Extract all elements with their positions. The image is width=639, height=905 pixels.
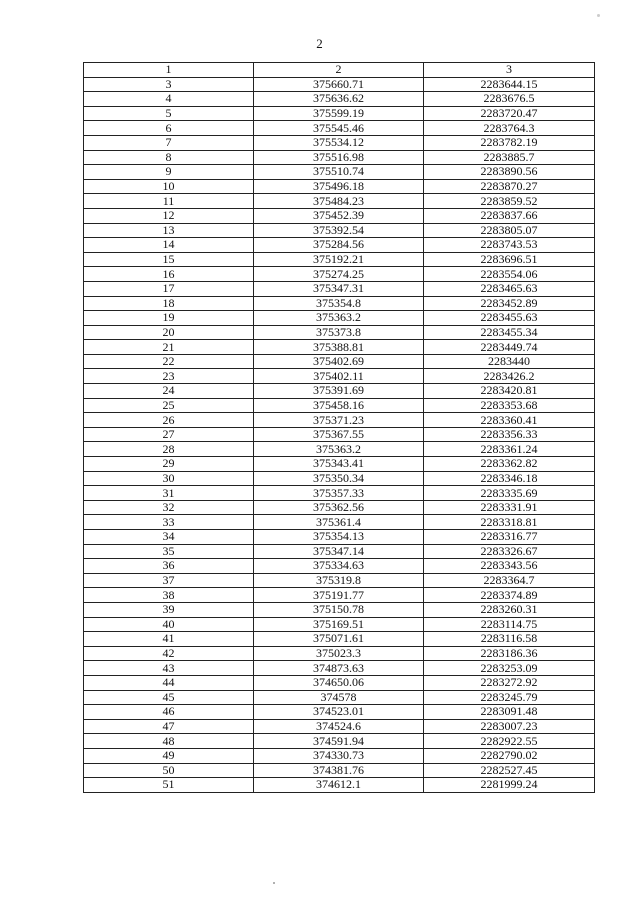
- y-coordinate-cell: 2283890.56: [424, 165, 595, 180]
- table-row: [84, 427, 595, 442]
- point-number-cell: 15: [84, 252, 254, 267]
- point-number-cell: 29: [84, 457, 254, 472]
- y-coordinate-cell: 2282790.02: [424, 748, 595, 763]
- table-row: [84, 646, 595, 661]
- table-row: [84, 602, 595, 617]
- y-coordinate-cell: 2283426.2: [424, 369, 595, 384]
- y-coordinate-cell: 2281999.24: [424, 778, 595, 793]
- table-row: [84, 252, 595, 267]
- header-cell-col1: 1: [84, 63, 254, 78]
- y-coordinate-cell: 2283440: [424, 354, 595, 369]
- table-row: [84, 384, 595, 399]
- table-row: [84, 194, 595, 209]
- x-coordinate-cell: 375496.18: [254, 179, 424, 194]
- y-coordinate-cell: 2283885.7: [424, 150, 595, 165]
- x-coordinate-cell: 375319.8: [254, 573, 424, 588]
- point-number-cell: 19: [84, 311, 254, 326]
- coordinates-table-body: [84, 63, 595, 793]
- point-number-cell: 20: [84, 325, 254, 340]
- table-row: [84, 281, 595, 296]
- x-coordinate-cell: 375357.33: [254, 486, 424, 501]
- table-row: [84, 106, 595, 121]
- x-coordinate-cell: 375599.19: [254, 106, 424, 121]
- table-row: [84, 442, 595, 457]
- x-coordinate-cell: 374591.94: [254, 734, 424, 749]
- point-number-cell: 41: [84, 632, 254, 647]
- point-number-cell: 21: [84, 340, 254, 355]
- y-coordinate-cell: 2283364.7: [424, 573, 595, 588]
- x-coordinate-cell: 375347.14: [254, 544, 424, 559]
- x-coordinate-cell: 375150.78: [254, 602, 424, 617]
- table-row: [84, 77, 595, 92]
- table-row: [84, 179, 595, 194]
- table-row: [84, 325, 595, 340]
- table-row: [84, 690, 595, 705]
- y-coordinate-cell: 2283253.09: [424, 661, 595, 676]
- table-row: [84, 705, 595, 720]
- x-coordinate-cell: 375354.13: [254, 530, 424, 545]
- point-number-cell: 40: [84, 617, 254, 632]
- table-row: [84, 121, 595, 136]
- x-coordinate-cell: 375402.11: [254, 369, 424, 384]
- x-coordinate-cell: 375452.39: [254, 208, 424, 223]
- table-row: [84, 734, 595, 749]
- x-coordinate-cell: 375660.71: [254, 77, 424, 92]
- point-number-cell: 34: [84, 530, 254, 545]
- y-coordinate-cell: 2283676.5: [424, 92, 595, 107]
- x-coordinate-cell: 375458.16: [254, 398, 424, 413]
- table-row: [84, 223, 595, 238]
- table-row: [84, 369, 595, 384]
- x-coordinate-cell: 375516.98: [254, 150, 424, 165]
- point-number-cell: 42: [84, 646, 254, 661]
- table-row: [84, 457, 595, 472]
- y-coordinate-cell: 2283449.74: [424, 340, 595, 355]
- point-number-cell: 37: [84, 573, 254, 588]
- point-number-cell: 38: [84, 588, 254, 603]
- point-number-cell: 18: [84, 296, 254, 311]
- x-coordinate-cell: 375362.56: [254, 500, 424, 515]
- y-coordinate-cell: 2283452.89: [424, 296, 595, 311]
- point-number-cell: 48: [84, 734, 254, 749]
- y-coordinate-cell: 2283362.82: [424, 457, 595, 472]
- x-coordinate-cell: 375023.3: [254, 646, 424, 661]
- y-coordinate-cell: 2283272.92: [424, 675, 595, 690]
- scan-dot: [273, 882, 275, 884]
- x-coordinate-cell: 375343.41: [254, 457, 424, 472]
- y-coordinate-cell: 2282527.45: [424, 763, 595, 778]
- point-number-cell: 51: [84, 778, 254, 793]
- y-coordinate-cell: 2283007.23: [424, 719, 595, 734]
- y-coordinate-cell: 2283245.79: [424, 690, 595, 705]
- coordinates-table: [83, 62, 595, 793]
- x-coordinate-cell: 375373.8: [254, 325, 424, 340]
- y-coordinate-cell: 2283343.56: [424, 559, 595, 574]
- y-coordinate-cell: 2283870.27: [424, 179, 595, 194]
- point-number-cell: 31: [84, 486, 254, 501]
- x-coordinate-cell: 375363.2: [254, 311, 424, 326]
- y-coordinate-cell: 2283318.81: [424, 515, 595, 530]
- table-row: [84, 588, 595, 603]
- table-row: [84, 719, 595, 734]
- table-row: [84, 238, 595, 253]
- y-coordinate-cell: 2283316.77: [424, 530, 595, 545]
- x-coordinate-cell: 375545.46: [254, 121, 424, 136]
- point-number-cell: 49: [84, 748, 254, 763]
- y-coordinate-cell: 2283360.41: [424, 413, 595, 428]
- y-coordinate-cell: 2283374.89: [424, 588, 595, 603]
- point-number-cell: 25: [84, 398, 254, 413]
- point-number-cell: 12: [84, 208, 254, 223]
- point-number-cell: 24: [84, 384, 254, 399]
- table-row: [84, 617, 595, 632]
- table-row: [84, 413, 595, 428]
- point-number-cell: 10: [84, 179, 254, 194]
- x-coordinate-cell: 375363.2: [254, 442, 424, 457]
- table-row: [84, 165, 595, 180]
- x-coordinate-cell: 375367.55: [254, 427, 424, 442]
- point-number-cell: 28: [84, 442, 254, 457]
- table-row: [84, 500, 595, 515]
- header-cell-col3: 3: [424, 63, 595, 78]
- y-coordinate-cell: 2283346.18: [424, 471, 595, 486]
- x-coordinate-cell: 375361.4: [254, 515, 424, 530]
- y-coordinate-cell: 2283720.47: [424, 106, 595, 121]
- x-coordinate-cell: 374381.76: [254, 763, 424, 778]
- point-number-cell: 7: [84, 135, 254, 150]
- table-row: [84, 573, 595, 588]
- x-coordinate-cell: 375192.21: [254, 252, 424, 267]
- table-row: [84, 661, 595, 676]
- x-coordinate-cell: 375510.74: [254, 165, 424, 180]
- table-row: [84, 486, 595, 501]
- y-coordinate-cell: 2283114.75: [424, 617, 595, 632]
- point-number-cell: 46: [84, 705, 254, 720]
- point-number-cell: 11: [84, 194, 254, 209]
- table-row: [84, 296, 595, 311]
- point-number-cell: 44: [84, 675, 254, 690]
- y-coordinate-cell: 2283782.19: [424, 135, 595, 150]
- x-coordinate-cell: 375334.63: [254, 559, 424, 574]
- y-coordinate-cell: 2283356.33: [424, 427, 595, 442]
- table-row: [84, 92, 595, 107]
- table-row: [84, 471, 595, 486]
- table-row: [84, 398, 595, 413]
- x-coordinate-cell: 375391.69: [254, 384, 424, 399]
- table-header-row: [84, 63, 595, 78]
- x-coordinate-cell: 375350.34: [254, 471, 424, 486]
- point-number-cell: 35: [84, 544, 254, 559]
- table-row: [84, 208, 595, 223]
- point-number-cell: 6: [84, 121, 254, 136]
- point-number-cell: 50: [84, 763, 254, 778]
- point-number-cell: 32: [84, 500, 254, 515]
- y-coordinate-cell: 2283644.15: [424, 77, 595, 92]
- x-coordinate-cell: 375169.51: [254, 617, 424, 632]
- point-number-cell: 26: [84, 413, 254, 428]
- table-row: [84, 150, 595, 165]
- x-coordinate-cell: 375402.69: [254, 354, 424, 369]
- table-row: [84, 632, 595, 647]
- y-coordinate-cell: 2283455.34: [424, 325, 595, 340]
- point-number-cell: 9: [84, 165, 254, 180]
- y-coordinate-cell: 2283805.07: [424, 223, 595, 238]
- x-coordinate-cell: 374873.63: [254, 661, 424, 676]
- page-number: 2: [316, 36, 323, 51]
- table-row: [84, 267, 595, 282]
- x-coordinate-cell: 375274.25: [254, 267, 424, 282]
- table-row: [84, 530, 595, 545]
- table-row: [84, 763, 595, 778]
- x-coordinate-cell: 374650.06: [254, 675, 424, 690]
- table-row: [84, 748, 595, 763]
- table-row: [84, 135, 595, 150]
- point-number-cell: 36: [84, 559, 254, 574]
- x-coordinate-cell: 374578: [254, 690, 424, 705]
- table-row: [84, 559, 595, 574]
- x-coordinate-cell: 375392.54: [254, 223, 424, 238]
- x-coordinate-cell: 375354.8: [254, 296, 424, 311]
- y-coordinate-cell: 2283696.51: [424, 252, 595, 267]
- point-number-cell: 16: [84, 267, 254, 282]
- table-row: [84, 675, 595, 690]
- y-coordinate-cell: 2283743.53: [424, 238, 595, 253]
- point-number-cell: 45: [84, 690, 254, 705]
- table-row: [84, 778, 595, 793]
- x-coordinate-cell: 375071.61: [254, 632, 424, 647]
- point-number-cell: 23: [84, 369, 254, 384]
- table-row: [84, 544, 595, 559]
- y-coordinate-cell: 2283455.63: [424, 311, 595, 326]
- point-number-cell: 30: [84, 471, 254, 486]
- point-number-cell: 22: [84, 354, 254, 369]
- y-coordinate-cell: 2283335.69: [424, 486, 595, 501]
- table-row: [84, 354, 595, 369]
- x-coordinate-cell: 374612.1: [254, 778, 424, 793]
- x-coordinate-cell: 375484.23: [254, 194, 424, 209]
- point-number-cell: 33: [84, 515, 254, 530]
- x-coordinate-cell: 375347.31: [254, 281, 424, 296]
- y-coordinate-cell: 2283353.68: [424, 398, 595, 413]
- point-number-cell: 5: [84, 106, 254, 121]
- y-coordinate-cell: 2283465.63: [424, 281, 595, 296]
- point-number-cell: 27: [84, 427, 254, 442]
- scan-speck: [597, 14, 600, 17]
- y-coordinate-cell: 2283326.67: [424, 544, 595, 559]
- y-coordinate-cell: 2283186.36: [424, 646, 595, 661]
- y-coordinate-cell: 2283554.06: [424, 267, 595, 282]
- x-coordinate-cell: 374524.6: [254, 719, 424, 734]
- y-coordinate-cell: 2283361.24: [424, 442, 595, 457]
- y-coordinate-cell: 2283116.58: [424, 632, 595, 647]
- y-coordinate-cell: 2283764.3: [424, 121, 595, 136]
- coordinates-table-wrapper: [83, 62, 594, 793]
- y-coordinate-cell: 2283420.81: [424, 384, 595, 399]
- y-coordinate-cell: 2282922.55: [424, 734, 595, 749]
- point-number-cell: 47: [84, 719, 254, 734]
- y-coordinate-cell: 2283859.52: [424, 194, 595, 209]
- y-coordinate-cell: 2283091.48: [424, 705, 595, 720]
- point-number-cell: 43: [84, 661, 254, 676]
- x-coordinate-cell: 374330.73: [254, 748, 424, 763]
- point-number-cell: 17: [84, 281, 254, 296]
- header-cell-col2: 2: [254, 63, 424, 78]
- x-coordinate-cell: 375191.77: [254, 588, 424, 603]
- point-number-cell: 14: [84, 238, 254, 253]
- table-row: [84, 515, 595, 530]
- x-coordinate-cell: 375388.81: [254, 340, 424, 355]
- point-number-cell: 3: [84, 77, 254, 92]
- y-coordinate-cell: 2283837.66: [424, 208, 595, 223]
- table-row: [84, 340, 595, 355]
- point-number-cell: 13: [84, 223, 254, 238]
- x-coordinate-cell: 375636.62: [254, 92, 424, 107]
- x-coordinate-cell: 375284.56: [254, 238, 424, 253]
- point-number-cell: 8: [84, 150, 254, 165]
- y-coordinate-cell: 2283331.91: [424, 500, 595, 515]
- x-coordinate-cell: 375534.12: [254, 135, 424, 150]
- point-number-cell: 39: [84, 602, 254, 617]
- x-coordinate-cell: 374523.01: [254, 705, 424, 720]
- point-number-cell: 4: [84, 92, 254, 107]
- table-row: [84, 311, 595, 326]
- x-coordinate-cell: 375371.23: [254, 413, 424, 428]
- y-coordinate-cell: 2283260.31: [424, 602, 595, 617]
